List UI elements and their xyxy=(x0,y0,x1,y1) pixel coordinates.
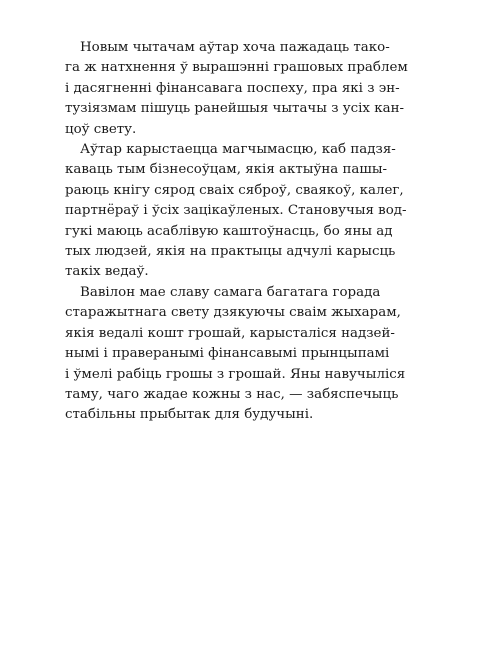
text-line: Аўтар карыстаецца магчымасцю, каб падзя- xyxy=(80,142,396,158)
text-line: га ж натхнення ў вырашэнні грашовых праблем xyxy=(65,60,408,76)
paragraph-3 xyxy=(65,283,406,426)
body-text xyxy=(65,38,408,426)
text-line: нымі і праверанымі фінансавымі прынцыпамі xyxy=(65,346,390,362)
text-line: Вавілон мае славу самага багатага горада xyxy=(80,284,381,300)
text-line: гукі маюць асаблівую каштоўнасць, бо яны ад xyxy=(65,223,393,239)
text-line: і ўмелі рабіць грошы з грошай. Яны навучыліся xyxy=(65,366,406,382)
paragraph-2 xyxy=(65,140,407,283)
text-line: каваць тым бізнесоўцам, якія актыўна пашы- xyxy=(65,162,388,178)
text-line: стабільны прыбытак для будучыні. xyxy=(65,407,314,423)
text-line: партнёраў і ўсіх зацікаўленых. Становучыя вод- xyxy=(65,203,407,219)
text-line: такіх ведаў. xyxy=(65,264,149,280)
text-line: якія ведалі кошт грошай, карысталіся надзей- xyxy=(65,325,395,341)
text-line: цоў свету. xyxy=(65,121,137,137)
text-line: таму, чаго жадае кожны з нас, — забяспечыць xyxy=(65,386,399,402)
text-line: раюць кнігу сярод сваіх сяброў, сваякоў, калег, xyxy=(65,182,404,198)
text-line: тузіязмам пішуць ранейшыя чытачы з усіх кан- xyxy=(65,101,405,117)
text-line: старажытнага свету дзякуючы сваім жыхарам, xyxy=(65,305,401,321)
text-line: і дасягненні фінансавага поспеху, пра які з эн- xyxy=(65,80,400,96)
paragraph-1 xyxy=(65,38,408,140)
text-line: тых людзей, якія на практыцы адчулі карысць xyxy=(65,244,396,260)
text-line: Новым чытачам аўтар хоча пажадаць тако- xyxy=(80,40,390,55)
